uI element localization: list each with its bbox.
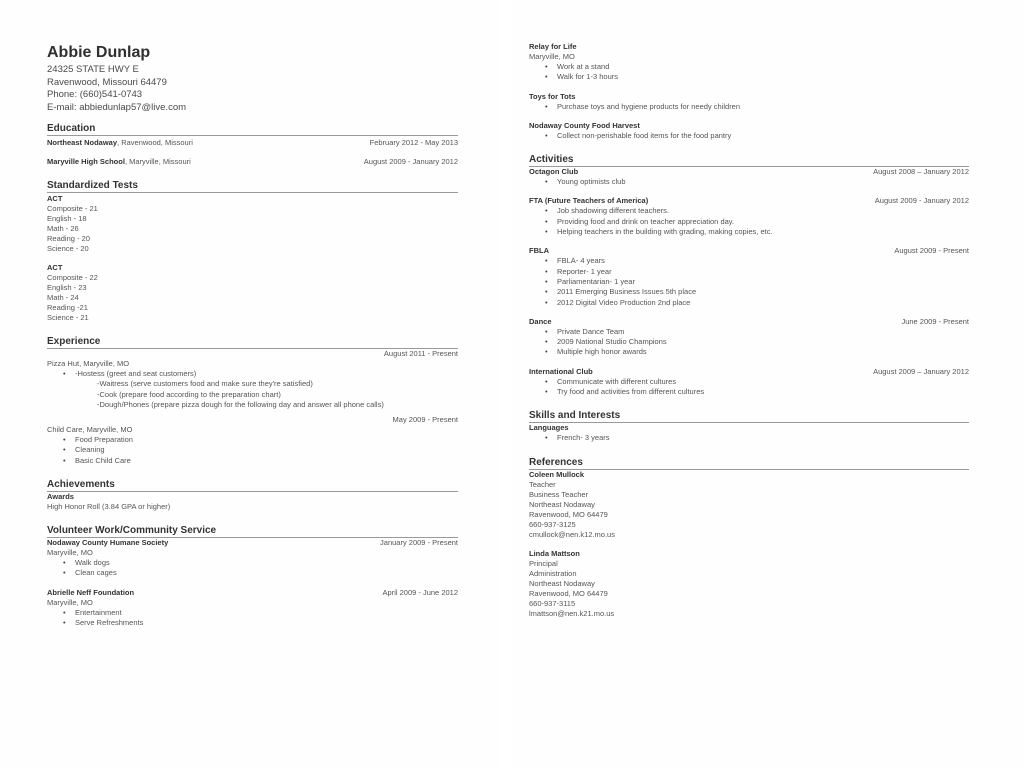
job-duty: • Food Preparation bbox=[75, 435, 458, 445]
school-name: Maryville High School bbox=[47, 157, 125, 166]
job-duties bbox=[47, 369, 458, 379]
volunteer-org: Nodaway County Food Harvest bbox=[529, 120, 640, 130]
education-dates: August 2009 - January 2012 bbox=[363, 157, 458, 166]
volunteer-item bbox=[47, 588, 458, 598]
school-place: , Ravenwood, Missouri bbox=[117, 138, 193, 147]
skill-item: • French- 3 years bbox=[557, 433, 969, 443]
test-name: ACT bbox=[47, 194, 63, 203]
volunteer-dates: April 2009 - June 2012 bbox=[382, 587, 458, 597]
education-item bbox=[47, 157, 458, 167]
education-dates: February 2012 - May 2013 bbox=[369, 138, 458, 147]
email: E-mail: abbiedunlap57@live.com bbox=[47, 101, 187, 113]
experience-heading: Experience bbox=[47, 336, 458, 349]
volunteer-place: Maryville, MO bbox=[529, 52, 575, 61]
test-score: Math - 24 bbox=[47, 293, 79, 302]
activity-details bbox=[529, 177, 969, 187]
job-dates: May 2009 - Present bbox=[392, 415, 458, 425]
test-score: Composite - 22 bbox=[47, 273, 98, 282]
job-place: Child Care, Maryville, MO bbox=[47, 425, 133, 435]
activity-dates: August 2008 – January 2012 bbox=[873, 167, 969, 177]
job-duty: • Basic Child Care bbox=[75, 456, 458, 466]
job-duty: • -Hostess (greet and seat customers) bbox=[75, 369, 458, 379]
activity-item bbox=[529, 246, 969, 256]
reference-name: Coleen Mullock bbox=[529, 469, 585, 479]
test-score: Reading - 20 bbox=[47, 234, 90, 243]
test-score: English - 23 bbox=[47, 283, 87, 292]
test-score: Composite - 21 bbox=[47, 204, 98, 213]
reference-line: Teacher bbox=[529, 479, 556, 489]
reference-email: lmattson@nen.k21.mo.us bbox=[529, 608, 615, 618]
activity-detail: • Providing food and drink on teacher appreciation day. bbox=[557, 217, 969, 227]
activity-detail: • 2011 Emerging Business Issues 5th place bbox=[557, 287, 969, 297]
activity-item bbox=[529, 167, 969, 177]
volunteer-task: • Walk for 1-3 hours bbox=[557, 72, 969, 82]
reference-line: Administration bbox=[529, 568, 577, 578]
tests-heading: Standardized Tests bbox=[47, 180, 458, 193]
volunteer-tasks bbox=[47, 608, 458, 629]
school-name: Northeast Nodaway bbox=[47, 138, 118, 147]
reference-email: cmullock@nen.k12.mo.us bbox=[529, 529, 615, 539]
activity-detail: • Helping teachers in the building with grading, making copies, etc. bbox=[557, 227, 969, 237]
activity-dates: June 2009 - Present bbox=[901, 316, 969, 326]
left-column bbox=[47, 44, 458, 628]
activity-detail: • Multiple high honor awards bbox=[557, 347, 969, 357]
job-dates: August 2011 - Present bbox=[383, 349, 458, 358]
volunteer-place: Maryville, MO bbox=[47, 597, 93, 607]
activity-detail: • Parliamentarian- 1 year bbox=[557, 277, 969, 287]
volunteer-org: Relay for Life bbox=[529, 42, 577, 51]
activity-name: FBLA bbox=[529, 246, 549, 256]
activity-detail: • Young optimists club bbox=[557, 177, 969, 187]
education-item bbox=[47, 138, 458, 148]
phone: Phone: (660)541-0743 bbox=[47, 89, 143, 100]
job-duty: -Dough/Phones (prepare pizza dough for the following day and answer all phone calls) bbox=[97, 399, 384, 409]
volunteer-tasks bbox=[47, 558, 458, 579]
activity-detail: • 2012 Digital Video Production 2nd place bbox=[557, 298, 969, 308]
activity-details bbox=[529, 327, 969, 358]
volunteer-heading: Volunteer Work/Community Service bbox=[47, 525, 458, 538]
job-duties bbox=[47, 435, 458, 466]
activity-name: FTA (Future Teachers of America) bbox=[529, 196, 649, 206]
reference-line: 660-937-3125 bbox=[529, 519, 576, 529]
job-duty: • Cleaning bbox=[75, 445, 458, 455]
resume-page-1 bbox=[0, 0, 500, 768]
awards-label: Awards bbox=[47, 492, 74, 502]
job-duty: -Cook (prepare food according to the preparation chart) bbox=[97, 389, 281, 399]
volunteer-task: • Walk dogs bbox=[75, 558, 458, 568]
activity-item bbox=[529, 196, 969, 206]
activity-detail: • 2009 National Studio Champions bbox=[557, 337, 969, 347]
skills-heading: Skills and Interests bbox=[529, 410, 969, 423]
volunteer-tasks bbox=[529, 131, 969, 141]
references-heading: References bbox=[529, 457, 969, 470]
job-place: Pizza Hut, Maryville, MO bbox=[47, 359, 130, 368]
activity-details bbox=[529, 256, 969, 307]
activity-detail: • Job shadowing different teachers. bbox=[557, 206, 969, 216]
activity-detail: • Reporter- 1 year bbox=[557, 267, 969, 277]
activity-item bbox=[529, 367, 969, 377]
activity-details bbox=[529, 206, 969, 237]
activities-heading: Activities bbox=[529, 154, 969, 167]
activity-item bbox=[529, 317, 969, 327]
address-line-2: Ravenwood, Missouri 64479 bbox=[47, 76, 167, 88]
reference-line: Ravenwood, MO 64479 bbox=[529, 509, 608, 519]
activity-name: Octagon Club bbox=[529, 167, 579, 177]
test-score: Reading -21 bbox=[47, 303, 88, 312]
volunteer-org: Nodaway County Humane Society bbox=[47, 538, 169, 548]
volunteer-dates: January 2009 - Present bbox=[380, 538, 458, 548]
activity-detail: • FBLA- 4 years bbox=[557, 256, 969, 266]
skills-list bbox=[529, 433, 969, 443]
reference-line: 660-937-3115 bbox=[529, 598, 576, 608]
achievements-heading: Achievements bbox=[47, 479, 458, 492]
reference-line: Business Teacher bbox=[529, 489, 589, 499]
volunteer-task: • Collect non-perishable food items for the food pantry bbox=[557, 131, 969, 141]
volunteer-task: • Work at a stand bbox=[557, 62, 969, 72]
test-score: Science - 20 bbox=[47, 244, 89, 253]
volunteer-item bbox=[47, 538, 458, 548]
right-column bbox=[529, 42, 969, 619]
school-place: , Maryville, Missouri bbox=[124, 157, 191, 166]
activity-detail: • Try food and activities from different cultures bbox=[557, 387, 969, 397]
test-score: English - 18 bbox=[47, 214, 87, 223]
volunteer-task: • Purchase toys and hygiene products for needy children bbox=[557, 102, 969, 112]
reference-line: Principal bbox=[529, 558, 558, 568]
activity-detail: • Private Dance Team bbox=[557, 327, 969, 337]
volunteer-org: Abrielle Neff Foundation bbox=[47, 587, 135, 597]
volunteer-place: Maryville, MO bbox=[47, 548, 93, 558]
activity-dates: August 2009 – January 2012 bbox=[873, 366, 969, 376]
volunteer-task: • Entertainment bbox=[75, 608, 458, 618]
volunteer-task: • Clean cages bbox=[75, 568, 458, 578]
test-score: Science - 21 bbox=[47, 313, 89, 322]
reference-line: Ravenwood, MO 64479 bbox=[529, 588, 608, 598]
volunteer-tasks bbox=[529, 102, 969, 112]
activity-dates: August 2009 - Present bbox=[894, 246, 969, 256]
languages-label: Languages bbox=[529, 423, 569, 433]
reference-line: Northeast Nodaway bbox=[529, 499, 595, 509]
education-heading: Education bbox=[47, 123, 458, 136]
resume-page-2 bbox=[512, 0, 1024, 768]
activity-name: Dance bbox=[529, 316, 552, 326]
volunteer-tasks bbox=[529, 62, 969, 83]
activity-details bbox=[529, 377, 969, 398]
volunteer-task: • Serve Refreshments bbox=[75, 618, 458, 628]
applicant-name: Abbie Dunlap bbox=[47, 44, 151, 61]
volunteer-org: Toys for Tots bbox=[529, 91, 576, 101]
job-duty: -Waitress (serve customers food and make sure they're satisfied) bbox=[97, 379, 313, 389]
reference-line: Northeast Nodaway bbox=[529, 578, 595, 588]
activity-dates: August 2009 - January 2012 bbox=[874, 196, 969, 206]
activity-name: International Club bbox=[529, 366, 593, 376]
job-duties-continued bbox=[47, 379, 458, 410]
award-text: High Honor Roll (3.84 GPA or higher) bbox=[47, 502, 171, 512]
activity-detail: • Communicate with different cultures bbox=[557, 377, 969, 387]
test-name: ACT bbox=[47, 263, 63, 272]
address-line-1: 24325 STATE HWY E bbox=[47, 64, 139, 75]
reference-name: Linda Mattson bbox=[529, 548, 580, 558]
test-score: Math - 26 bbox=[47, 224, 79, 233]
